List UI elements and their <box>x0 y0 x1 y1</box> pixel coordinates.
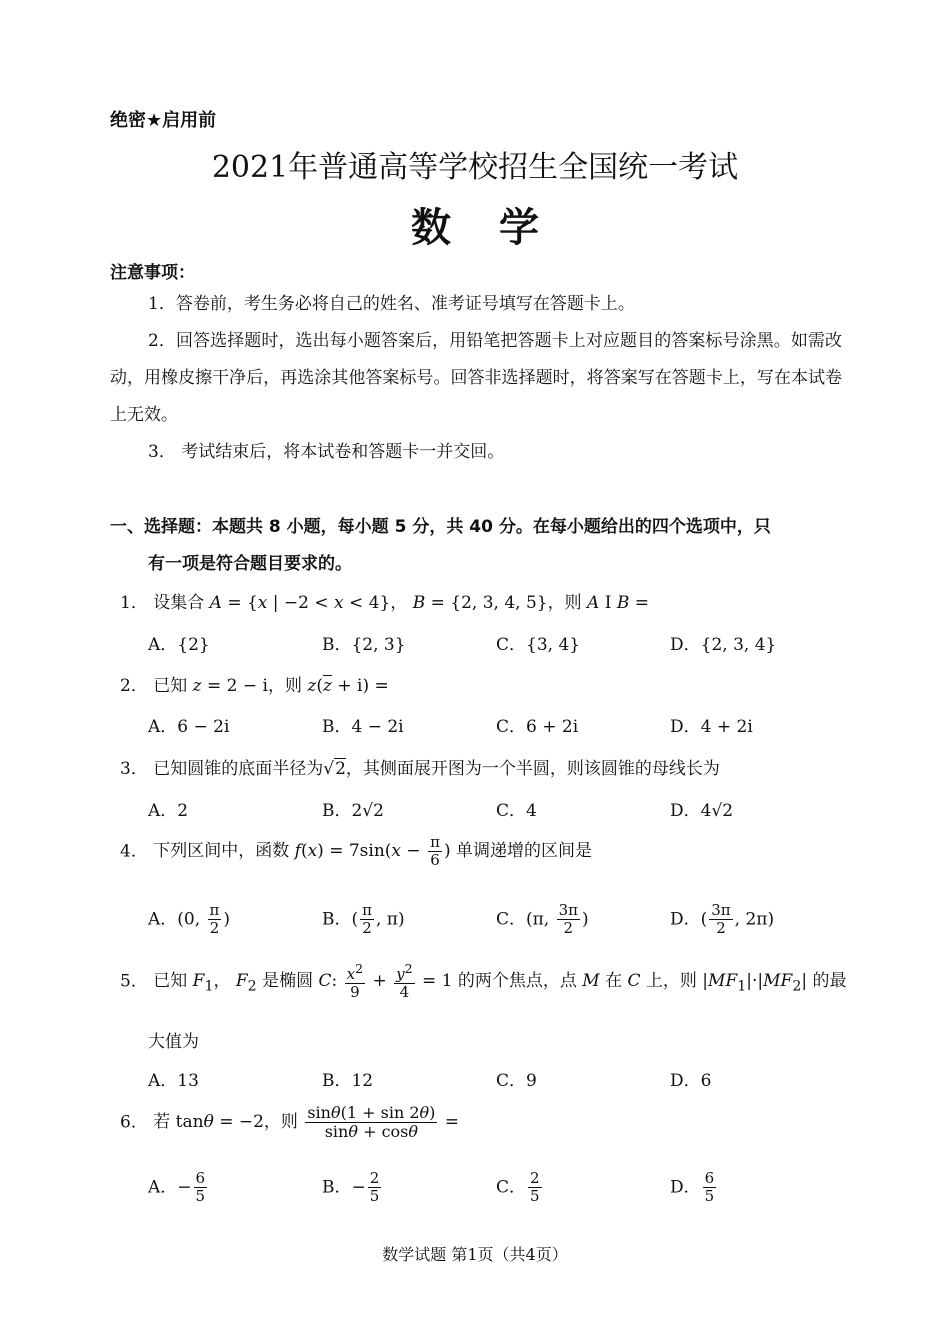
question-5-continued: 大值为 <box>148 1032 199 1052</box>
q5-option-a: A．13 <box>148 1071 199 1091</box>
confidential-label: 绝密★启用前 <box>110 110 217 131</box>
q2-option-b: B．4 − 2i <box>322 717 404 737</box>
notice-item-2: 2．回答选择题时，选出每小题答案后，用铅笔把答题卡上对应题目的答案标号涂黑。如需改动，用橡皮擦干净后，再选涂其他答案标号。回答非选择题时，将答案写在答题卡上，写在本试卷上无效。 <box>110 331 842 425</box>
question-number: 5． <box>120 971 148 992</box>
notice-item-3: 3． 考试结束后，将本试卷和答题卡一并交回。 <box>148 442 505 462</box>
q6-option-b: B．− $\frac{2}{5}$ <box>322 1169 380 1206</box>
section-heading-line2: 有一项是符合题目要求的。 <box>148 554 352 574</box>
question-stem: 已知 z = 2 − i，则 $z(\overline{z} + i)$ = <box>153 676 389 696</box>
question-stem: 设集合 A = {x | −2 < x < 4}， B = {2, 3, 4, 5}，则 A I B = <box>153 593 649 613</box>
q2-option-a: A．6 − 2i <box>148 717 230 737</box>
notice-heading: 注意事项： <box>110 263 195 283</box>
notice-item-1: 1．答卷前，考生务必将自己的姓名、准考证号填写在答题卡上。 <box>148 294 635 314</box>
section-heading <box>110 509 842 583</box>
question-stem: 若 tanθ = −2，则 $\frac{\sin\theta(1 + \sin 2\theta)}{\sin\theta + \cos\theta}$ = <box>153 1103 460 1142</box>
q1-option-b: B．{2, 3} <box>322 635 406 655</box>
question-stem: 下列区间中，函数 f(x) = 7sin(x − $\frac{\pi}{6}$ ) 单调递增的区间是 <box>153 833 592 870</box>
question-3 <box>120 754 720 779</box>
q1-option-d: D．{2, 3, 4} <box>670 635 777 655</box>
question-2 <box>120 671 389 696</box>
question-number: 1． <box>120 593 148 613</box>
q6-option-d: D． $\frac{6}{5}$ <box>670 1169 715 1206</box>
q4-option-c: C．(π, $\frac{3\pi}{2}$ ) <box>496 901 589 938</box>
q6-option-a: A．− $\frac{6}{5}$ <box>148 1169 206 1206</box>
q1-option-c: C．{3, 4} <box>496 635 581 655</box>
q5-option-b: B．12 <box>322 1071 374 1091</box>
q3-option-a: A．2 <box>148 801 189 821</box>
question-number: 6． <box>120 1112 148 1133</box>
question-1 <box>120 588 649 613</box>
section-heading-line1: 一、选择题：本题共 8 小题，每小题 5 分，共 40 分。在每小题给出的四个选项中，只 <box>110 517 771 537</box>
page-footer: 数学试题 第1页（共4页） <box>382 1245 568 1264</box>
q3-option-d: D．4√2 <box>670 801 734 821</box>
q1-option-a: A．{2} <box>148 635 210 655</box>
question-stem: 已知圆锥的底面半径为√2，其侧面展开图为一个半圆，则该圆锥的母线长为 <box>153 759 720 779</box>
exam-title: 2021年普通高等学校招生全国统一考试 <box>211 150 739 185</box>
subject-title: 数学 <box>411 205 587 251</box>
q2-option-c: C．6 + 2i <box>496 717 579 737</box>
question-number: 4． <box>120 841 148 862</box>
q4-option-b: B．( $\frac{\pi}{2}$ , π) <box>322 901 405 938</box>
question-4 <box>120 834 592 870</box>
q4-option-a: A．(0, $\frac{\pi}{2}$ ) <box>148 901 231 938</box>
q2-option-d: D．4 + 2i <box>670 717 753 737</box>
q6-option-c: C． $\frac{2}{5}$ <box>496 1169 540 1206</box>
question-5 <box>120 962 846 1002</box>
q5-option-d: D．6 <box>670 1071 712 1091</box>
q5-option-c: C．9 <box>496 1071 537 1091</box>
question-number: 2． <box>120 676 148 696</box>
question-6 <box>120 1104 459 1142</box>
q3-option-b: B．2√2 <box>322 801 384 821</box>
q4-option-d: D．( $\frac{3\pi}{2}$ , 2π) <box>670 901 775 938</box>
question-stem: 已知 $F_1$， $F_2$ 是椭圆 C: $\frac{x^2}{9}$ + $\frac{y^2}{4}$ = 1 的两个焦点，点 M 在 C 上，则 $|MF_1|\cdot|MF_2|$ 的最 <box>153 961 847 1002</box>
q3-option-c: C．4 <box>496 801 537 821</box>
question-number: 3． <box>120 759 148 779</box>
